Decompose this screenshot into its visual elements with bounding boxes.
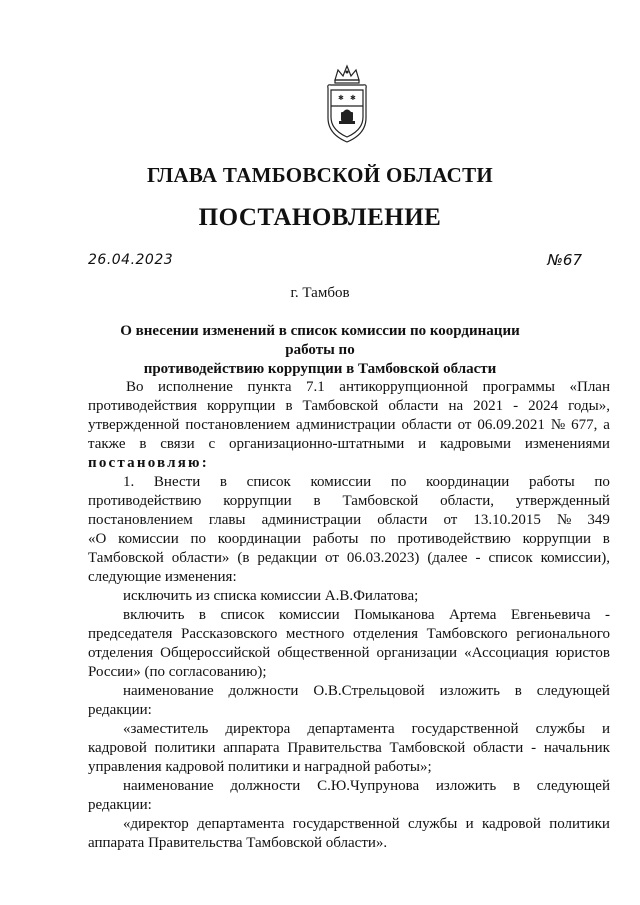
word: (далее: [427, 550, 468, 566]
word: наименование: [123, 683, 214, 699]
body-line: [88, 777, 610, 796]
word: области: [473, 740, 524, 756]
word: на: [448, 398, 464, 414]
word: юристов: [555, 645, 610, 661]
word: организации: [376, 645, 458, 661]
word: работы: [528, 474, 575, 490]
word: общественной: [277, 645, 370, 661]
svg-text:✱: ✱: [350, 94, 356, 102]
word: в: [219, 474, 227, 490]
word: С.Ю.Чупрунова: [317, 778, 420, 794]
word: Внести: [153, 474, 201, 490]
word: изменениями: [524, 436, 610, 452]
word: в: [602, 531, 610, 547]
body-line: [88, 549, 610, 568]
word: координации: [426, 474, 510, 490]
word: антикоррупционной: [339, 379, 469, 395]
title-line: противодействию коррупции в Тамбовской области: [143, 361, 497, 377]
word: изложить: [435, 778, 497, 794]
word: 06.09.2021: [477, 417, 545, 433]
word: Правительства: [287, 740, 382, 756]
word: 7.1: [306, 379, 325, 395]
word: 1.: [123, 474, 135, 490]
document-date: 26.04.2023: [88, 252, 174, 268]
word: с: [208, 436, 216, 452]
word: департамента: [197, 816, 285, 832]
body-line: управления кадровой политики и наградной работы»;: [88, 759, 432, 775]
word: редакции: [257, 550, 318, 566]
body-line: исключить из списка комиссии А.В.Филатова;: [123, 588, 419, 604]
word: по: [594, 474, 610, 490]
word: в: [313, 493, 321, 509]
word: и: [418, 436, 427, 452]
word: 2024: [528, 398, 559, 414]
word: Помыканова: [354, 607, 435, 623]
word: коррупции: [207, 398, 276, 414]
word: и: [465, 816, 474, 832]
word: должности: [230, 778, 301, 794]
word: связи: [160, 436, 195, 452]
word: следующей: [536, 683, 610, 699]
word: координации: [217, 531, 302, 547]
word: -: [475, 550, 481, 566]
word: (в: [237, 550, 250, 566]
document-body: [88, 378, 610, 853]
word: программы: [482, 379, 555, 395]
word: коррупции: [522, 531, 592, 547]
body-line: редакции:: [88, 797, 152, 813]
word: политики: [154, 740, 216, 756]
word: области: [401, 417, 452, 433]
word: противодействию: [397, 531, 511, 547]
word: «директор: [123, 816, 189, 832]
body-line: России» (по согласованию);: [88, 664, 267, 680]
document-number: №67: [547, 251, 582, 269]
body-line: [88, 739, 610, 758]
body-line: редакции:: [88, 702, 152, 718]
word: службы: [535, 721, 585, 737]
body-line: [88, 720, 610, 739]
org-title: ГЛАВА ТАМБОВСКОЙ ОБЛАСТИ: [146, 163, 494, 187]
word: в: [512, 778, 521, 794]
word: Во: [126, 379, 144, 395]
word: от: [443, 512, 458, 528]
word: комиссии: [279, 607, 340, 623]
word: -: [604, 607, 610, 623]
word: государственной: [411, 721, 519, 737]
word: коррупции: [223, 493, 292, 509]
word: Рассказовского: [180, 626, 278, 642]
document-city: г. Тамбов: [290, 285, 350, 301]
svg-text:✱: ✱: [338, 94, 344, 102]
body-line: следующие изменения:: [88, 569, 237, 585]
word: изложить: [439, 683, 500, 699]
word: Общероссийской: [160, 645, 271, 661]
word: комиссии),: [540, 550, 610, 566]
word: отделения: [352, 626, 419, 642]
word: в: [139, 436, 147, 452]
word: в: [514, 683, 522, 699]
body-line: [88, 416, 610, 435]
word: «О: [88, 531, 107, 547]
word: Тамбовского: [426, 626, 508, 642]
word: список: [220, 607, 265, 623]
word: «заместитель: [123, 721, 209, 737]
word: список: [488, 550, 533, 566]
body-line: [88, 606, 610, 625]
word: администрации: [261, 512, 362, 528]
document-type: ПОСТАНОВЛЕНИЕ: [198, 204, 442, 231]
word: 2021: [473, 398, 504, 414]
word: комиссии: [310, 474, 372, 490]
word: «План: [569, 379, 610, 395]
word: годы»,: [568, 398, 610, 414]
word: утвержденной: [88, 417, 180, 433]
word: Евгеньевича: [510, 607, 591, 623]
word: службы: [407, 816, 458, 832]
word: список: [246, 474, 291, 490]
coat-of-arms-icon: [321, 62, 373, 150]
word: от: [457, 417, 472, 433]
word: администрации: [296, 417, 396, 433]
word: О.В.Стрельцовой: [313, 683, 425, 699]
body-line: [88, 682, 610, 701]
word: кадровыми: [439, 436, 512, 452]
word: 06.03.2023): [346, 550, 420, 566]
word: области: [377, 512, 428, 528]
word: исполнение: [158, 379, 233, 395]
word: противодействия: [88, 398, 197, 414]
word: утвержденный: [515, 493, 610, 509]
word: также: [88, 436, 126, 452]
word: в: [198, 607, 206, 623]
word: №: [550, 417, 566, 433]
word: постановлением: [185, 417, 291, 433]
word: председателя: [88, 626, 173, 642]
word: Тамбовской: [389, 740, 466, 756]
word: от: [325, 550, 339, 566]
word: №: [557, 512, 572, 528]
body-line: [88, 530, 610, 549]
word: Тамбовской: [88, 550, 164, 566]
body-line: [88, 397, 610, 416]
word: регионального: [516, 626, 610, 642]
word: Артема: [448, 607, 497, 623]
word: местного: [285, 626, 345, 642]
body-line: [88, 378, 610, 397]
word: -: [513, 398, 519, 414]
word: Тамбовской: [302, 398, 379, 414]
word: по: [370, 531, 386, 547]
word: по: [390, 474, 407, 490]
word: отделения: [88, 645, 154, 661]
word: по: [190, 531, 207, 547]
word: департамента: [307, 721, 395, 737]
body-line: [88, 511, 610, 530]
word: области»: [171, 550, 230, 566]
word: директора: [225, 721, 291, 737]
title-line: О внесении изменений в список комиссии по координации работы по: [120, 323, 520, 358]
body-line: аппарата Правительства Тамбовской области».: [88, 835, 388, 851]
word: 677,: [571, 417, 598, 433]
word: политики: [549, 816, 610, 832]
word: 349: [587, 512, 610, 528]
word: комиссии: [118, 531, 179, 547]
word: и: [601, 721, 610, 737]
word: главы: [208, 512, 246, 528]
word: -: [531, 740, 537, 756]
word: «Ассоциация: [464, 645, 549, 661]
body-line: [88, 492, 610, 511]
word: должности: [228, 683, 299, 699]
document-title: [110, 322, 530, 379]
word: области,: [440, 493, 495, 509]
body-line: [88, 815, 610, 834]
word: организационно-штатными: [229, 436, 405, 452]
body-line: [88, 435, 610, 454]
word: пункта: [247, 379, 292, 395]
word: включить: [123, 607, 185, 623]
word: Тамбовской: [342, 493, 419, 509]
word: противодействию: [88, 493, 202, 509]
word: постановлением: [88, 512, 193, 528]
word: начальник: [543, 740, 610, 756]
word: в: [285, 398, 293, 414]
word: а: [603, 417, 610, 433]
word: следующей: [536, 778, 610, 794]
word: кадровой: [482, 816, 541, 832]
word: государственной: [292, 816, 400, 832]
body-line: [88, 644, 610, 663]
body-line: [88, 625, 610, 644]
body-line-decree: постановляю:: [88, 455, 209, 471]
word: наименование: [123, 778, 214, 794]
body-line: [88, 473, 610, 492]
word: 13.10.2015: [473, 512, 541, 528]
word: кадровой: [88, 740, 147, 756]
word: области: [388, 398, 439, 414]
word: работы: [312, 531, 359, 547]
word: аппарата: [223, 740, 280, 756]
